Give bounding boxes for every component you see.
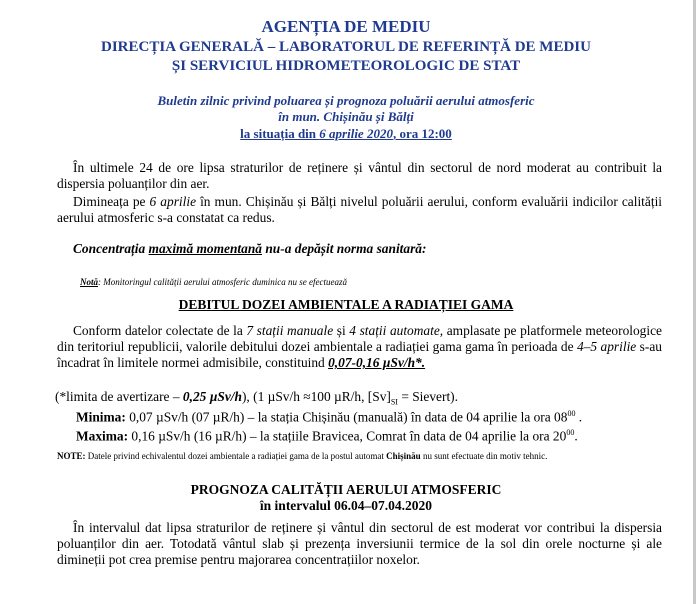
min-sup: 00 [567, 409, 576, 418]
note-text: : Monitoringul calității aerului atmosferic duminica nu se efectuează [98, 277, 347, 287]
maximum-reading [76, 425, 681, 444]
max-label: Maxima: [76, 428, 129, 444]
min-text: 0,07 µSv/h (07 µR/h) – la stația Chișinău (manuală) în data de 04 aprilie la ora 08 [125, 409, 568, 425]
minimum-reading [76, 406, 681, 425]
min-label: Minima: [76, 409, 126, 425]
service-title: ȘI SERVICIUL HIDROMETEOROLOGIC DE STAT [171, 58, 521, 74]
rad-note-a: Datele privind echivalentul dozei ambientale a radiației gama de la postul automat [85, 451, 387, 461]
rad-and: și [333, 323, 350, 338]
limit-b: ), (1 µSv/h ≈100 µR/h, [Sv] [241, 389, 391, 404]
concentration-start: Concentrația [73, 241, 149, 256]
status-suffix: , ora 12:00 [392, 126, 452, 141]
bulletin-cities: în mun. Chișinău și Bălți [278, 109, 414, 124]
max-end: . [574, 428, 578, 444]
limit-c: = Sievert). [397, 389, 458, 404]
p2-end: în mun. Chișinău și Bălți nivelul poluării aerului, conform evaluării indicilor calității aerului atmosferic s-a constatat ca redus. [57, 194, 663, 225]
concentration-statement [57, 241, 662, 257]
intro-paragraph-1: În ultimele 24 de ore lipsa straturilor de reținere și vântul din sectorul de nord moderat au contribuit la dispersia poluanților din aer. [57, 160, 662, 191]
max-sup: 00 [566, 428, 575, 437]
p2-date: 6 aprilie [149, 194, 197, 209]
radiation-section-title: DEBITUL DOZEI AMBIENTALE A RADIAȚIEI GAMA [178, 297, 514, 312]
rad-p-c: s-au încadrat în limitele normei admisibile, constituind [57, 339, 662, 370]
rad-manual-stations: 7 stații manuale [246, 323, 334, 338]
limit-a: (*limita de avertizare – [55, 389, 183, 404]
status-date: 6 aprilie 2020 [319, 126, 393, 141]
rad-p-a: Conform datelor colectate de la [73, 323, 247, 338]
rad-note-label: NOTE: [57, 451, 86, 461]
rad-p-b: amplasate pe platformele meteorologice din teritoriul republicii, valorile debitului dozei ambientale a radiației gama gama în perioada de [57, 323, 662, 354]
status-prefix: la situația din [240, 126, 320, 141]
min-end: . [575, 409, 583, 425]
concentration-end: nu-a depășit norma sanitară: [262, 241, 427, 256]
monitoring-note [80, 277, 347, 287]
concentration-max: maximă momentană [148, 241, 262, 256]
max-text: 0,16 µSv/h (16 µR/h) – la stațiile Bravicea, Comrat în data de 04 aprilie la ora 20 [128, 428, 567, 444]
forecast-interval: în intervalul 06.04–07.04.2020 [259, 498, 433, 513]
limit-value: 0,25 µSv/h [182, 389, 242, 404]
directorate-title: DIRECȚIA GENERALĂ – LABORATORUL DE REFERINȚĂ DE MEDIU [101, 39, 591, 55]
bulletin-status [0, 126, 692, 142]
rad-range: 0,07-0,16 µSv/h*. [328, 355, 426, 370]
bulletin-title: Buletin zilnic privind poluarea și prognoza poluării aerului atmosferic [157, 93, 535, 108]
radiation-paragraph [57, 323, 662, 371]
intro-paragraph-2 [57, 194, 662, 226]
p2-start: Dimineața pe [73, 194, 150, 209]
forecast-paragraph: În intervalul dat lipsa straturilor de reținere și vântul din sectorul de est moderat vor contribui la dispersia poluanților din aer. Totodată vântul slab și prezența inversiunii termice de la sol din orele nocturne și ale dimineții pot crea premise pentru majorarea concentrațiilor noxelor. [57, 520, 662, 567]
forecast-title: PROGNOZA CALITĂȚII AERULUI ATMOSFERIC [190, 482, 502, 497]
note-label: Notă [80, 277, 98, 287]
rad-auto-stations: 4 stații automate, [349, 323, 444, 338]
rad-period: 4–5 aprilie [577, 339, 637, 354]
rad-note-station: Chișinău [386, 451, 421, 461]
agency-title: AGENȚIA DE MEDIU [261, 17, 431, 36]
rad-note-b: nu sunt efectuate din motiv tehnic. [420, 451, 548, 461]
radiation-note [57, 451, 547, 461]
limit-sub: SI [390, 397, 398, 407]
